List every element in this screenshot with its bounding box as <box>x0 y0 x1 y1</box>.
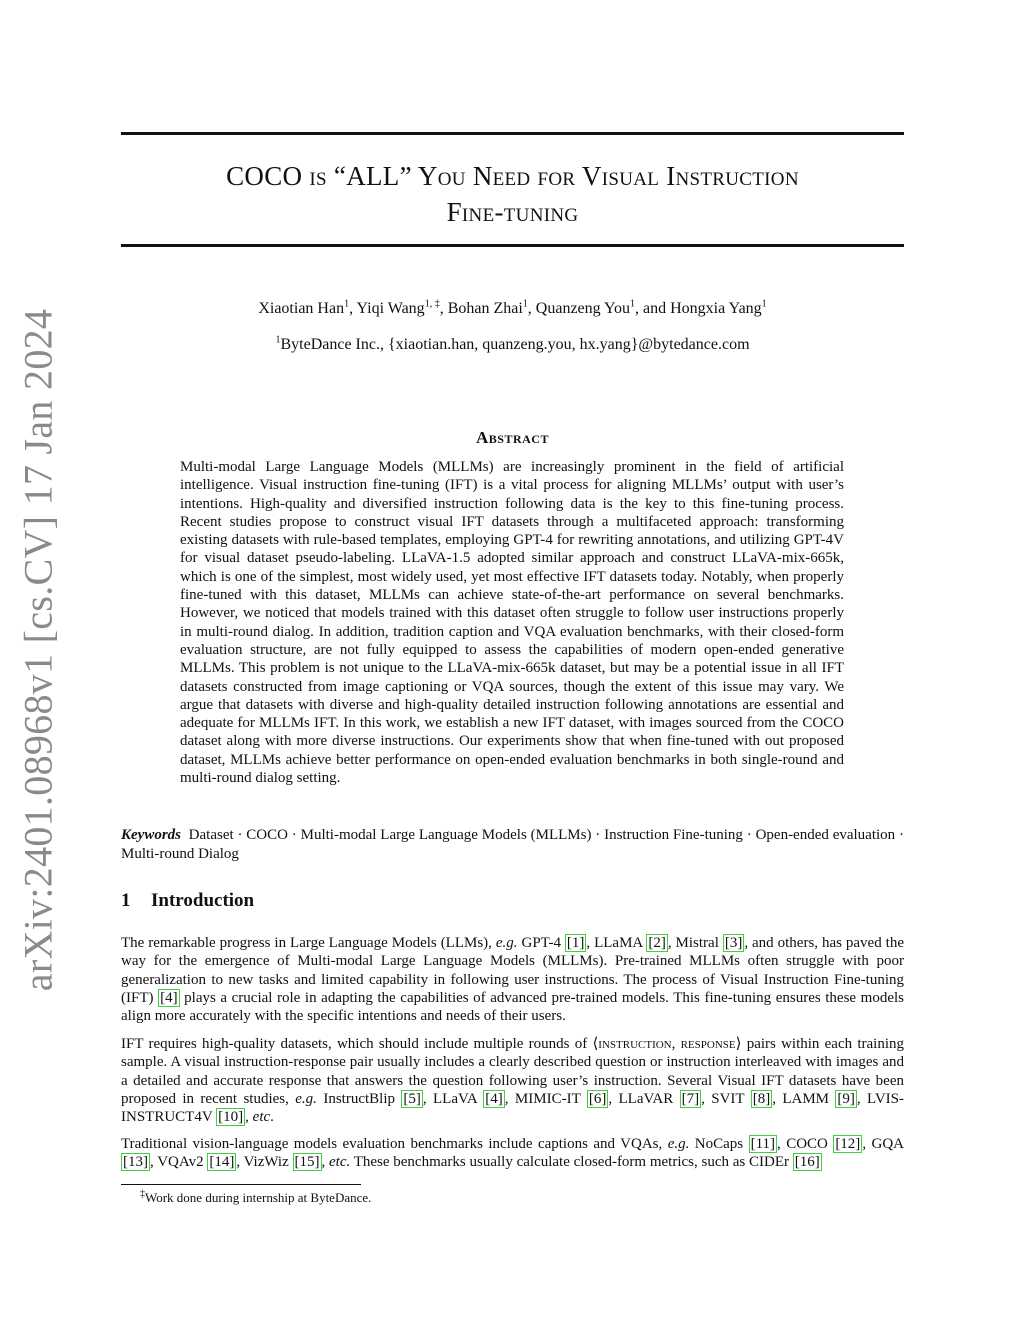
citation-link[interactable]: [7] <box>681 1090 700 1107</box>
author-affiliation-mark: 1 <box>630 298 635 310</box>
citation-link[interactable]: [11] <box>750 1136 776 1152</box>
citation-link[interactable]: [14] <box>209 1154 235 1171</box>
citation-link[interactable]: [1] <box>566 935 585 951</box>
text-run: instruction, response <box>598 1036 736 1052</box>
text-run: , GQA <box>862 1136 904 1152</box>
section-title: Introduction <box>151 890 255 911</box>
footnote <box>140 1190 371 1206</box>
author-separator: , <box>349 300 357 317</box>
paper-title-line-1: COCO is “ALL” You Need for Visual Instruction <box>226 161 799 191</box>
text-run: , LLaMA <box>586 935 647 951</box>
footnote-text: Work done during internship at ByteDance. <box>145 1190 372 1205</box>
text-run: etc. <box>329 1154 351 1171</box>
author-name: Yiqi Wang <box>356 300 425 317</box>
author-list <box>121 300 904 318</box>
text-run: , and others, has paved the way for the emergence of Multi-modal Large Language Models (MLLMs). Pre-trained MLLMs often struggle with poor generalization to new tasks and limited capability in following user instructions. The process of Visual Instruction Fine-tuning (IFT) <box>121 935 904 1006</box>
text-run: , COCO <box>777 1136 834 1152</box>
text-run: NoCaps <box>689 1136 749 1152</box>
text-run: e.g. <box>495 935 518 951</box>
text-run: , VizWiz <box>236 1154 293 1171</box>
text-run: , SVIT <box>701 1090 751 1107</box>
text-run: These benchmarks usually calculate closed-form metrics, such as CIDEr <box>350 1154 793 1171</box>
intro-paragraph-3 <box>121 1135 904 1172</box>
text-run: , VQAv2 <box>150 1154 208 1171</box>
text-run: , Mistral <box>667 935 723 951</box>
citation-link[interactable]: [8] <box>752 1090 771 1107</box>
text-run: , LLaVA <box>422 1090 484 1107</box>
author-name: Bohan Zhai <box>447 300 523 317</box>
footnote-rule <box>121 1184 361 1185</box>
author-name: Xiaotian Han <box>258 300 345 317</box>
author-separator: , and <box>635 300 671 317</box>
abstract-text: Multi-modal Large Language Models (MLLMs) are increasingly prominent in the field of artificial intelligence. Visual instruction fine-tuning (IFT) is a vital process for aligning MLLMs’ output with user’s intentions. High-quality and diversified instruction following data is the key to this fine-tuning process. Recent studies propose to construct visual IFT datasets through a multifaceted approach: transforming existing datasets with rule-based templates, employing GPT-4 for rewriting annotations, and utilizing GPT-4V for visual dataset pseudo-labeling. LLaVA-1.5 adopted similar approach and construct LLaVA-mix-665k, which is one of the simplest, most widely used, yet most effective IFT datasets today. Notably, when properly fine-tuned with this dataset, MLLMs can achieve state-of-the-art performance on several benchmarks. However, we noticed that models trained with this dataset often struggle to follow user instructions properly in multi-round dialog. In addition, tradition caption and VQA evaluation benchmarks, with their closed-form evaluation structure, are not fully equipped to assess the capabilities of modern open-ended generative MLLMs. This problem is not unique to the LLaVA-mix-665k dataset, but may be a potential issue in all IFT datasets constructed from image captioning or VQA sources, though the extent of this issue may vary. We argue that datasets with diverse and high-quality detailed instruction following annotations are essential and adequate for MLLMs IFT. In this work, we establish a new IFT dataset, with images sourced from the COCO dataset along with more diverse instructions. Our experiments show that when fine-tuned with out proposed dataset, MLLMs achieve better performance on open-ended evaluation benchmarks in both single-round and multi-round dialog setting. <box>180 459 844 787</box>
affiliation <box>121 336 904 354</box>
abstract-heading: Abstract <box>476 428 549 447</box>
footnote-mark: ‡ <box>140 1188 145 1200</box>
keywords-text: Dataset · COCO · Multi-modal Large Language Models (MLLMs) · Instruction Fine-tuning · Open-ended evaluation · Multi-round Dialog <box>121 827 905 862</box>
intro-paragraph-1 <box>121 934 904 1025</box>
text-run: GPT-4 <box>517 935 565 951</box>
text-run: , LVIS-INSTRUCT4V <box>121 1090 905 1126</box>
text-run: ⟩ pairs within each training sample. A visual instruction-response pair usually includes a clearly described question or instruction interleaved with images and a detailed and accurate response that answers the question following user’s instruction. Several Visual IFT datasets have been proposed in recent studies, <box>121 1036 904 1107</box>
text-run: . <box>270 1109 274 1126</box>
affiliation-mark: 1 <box>275 334 281 346</box>
paper-title <box>121 158 904 230</box>
section-number: 1 <box>121 890 131 911</box>
text-run: InstructBlip <box>316 1090 402 1107</box>
citation-link[interactable]: [4] <box>160 989 178 1006</box>
citation-link[interactable]: [13] <box>123 1154 148 1171</box>
author-affiliation-mark: 1 <box>522 298 528 310</box>
citation-link[interactable]: [16] <box>794 1154 820 1171</box>
text-run: The remarkable progress in Large Language Models (LLMs), <box>121 935 496 951</box>
title-top-rule <box>121 132 904 135</box>
text-run: etc <box>252 1109 271 1126</box>
section-heading-introduction <box>121 890 254 912</box>
arxiv-identifier-stamp <box>10 308 66 992</box>
citation-link[interactable]: [2] <box>648 935 666 951</box>
author-affiliation-mark: 1 <box>344 298 350 310</box>
text-run: e.g. <box>295 1090 317 1107</box>
author-name: Quanzeng You <box>535 300 630 317</box>
text-run: e.g. <box>667 1136 690 1152</box>
citation-link[interactable]: [9] <box>837 1090 855 1107</box>
citation-link[interactable]: [5] <box>403 1090 421 1107</box>
text-run: , LLaVAR <box>608 1090 680 1107</box>
citation-link[interactable]: [12] <box>835 1136 861 1152</box>
author-name: Hongxia Yang <box>670 300 762 317</box>
text-run: IFT requires high-quality datasets, which should include multiple rounds of ⟨ <box>121 1036 599 1052</box>
text-run: , MIMIC-IT <box>504 1090 587 1107</box>
citation-link[interactable]: [6] <box>588 1090 607 1107</box>
text-run: plays a crucial role in adapting the capabilities of advanced pre-trained models. This fine-tuning ensures these models align more accurately with the specific intentions and needs of their users. <box>121 989 904 1025</box>
text-run: , <box>245 1109 253 1126</box>
citation-link[interactable]: [4] <box>485 1090 503 1107</box>
text-run: , <box>321 1154 329 1171</box>
arxiv-identifier-text: arXiv:2401.08968v1 [cs.CV] 17 Jan 2024 <box>15 308 61 992</box>
citation-link[interactable]: [10] <box>218 1109 244 1126</box>
affiliation-text: ByteDance Inc., {xiaotian.han, quanzeng.you, hx.yang}@bytedance.com <box>280 336 750 353</box>
author-separator: , <box>439 300 448 317</box>
citation-link[interactable]: [15] <box>294 1154 320 1171</box>
author-affiliation-mark: 1 <box>761 298 767 310</box>
citation-link[interactable]: [3] <box>724 935 743 951</box>
author-affiliation-mark: 1, ‡ <box>424 298 440 310</box>
paper-title-line-2: Fine-tuning <box>446 197 579 227</box>
intro-paragraph-2 <box>121 1035 904 1126</box>
keywords-label: Keywords <box>121 827 181 843</box>
title-bottom-rule <box>121 244 904 247</box>
author-separator: , <box>527 300 536 317</box>
text-run: , LAMM <box>772 1090 836 1107</box>
text-run: Traditional vision-language models evaluation benchmarks include captions and VQAs, <box>121 1136 668 1152</box>
keywords <box>121 826 904 863</box>
